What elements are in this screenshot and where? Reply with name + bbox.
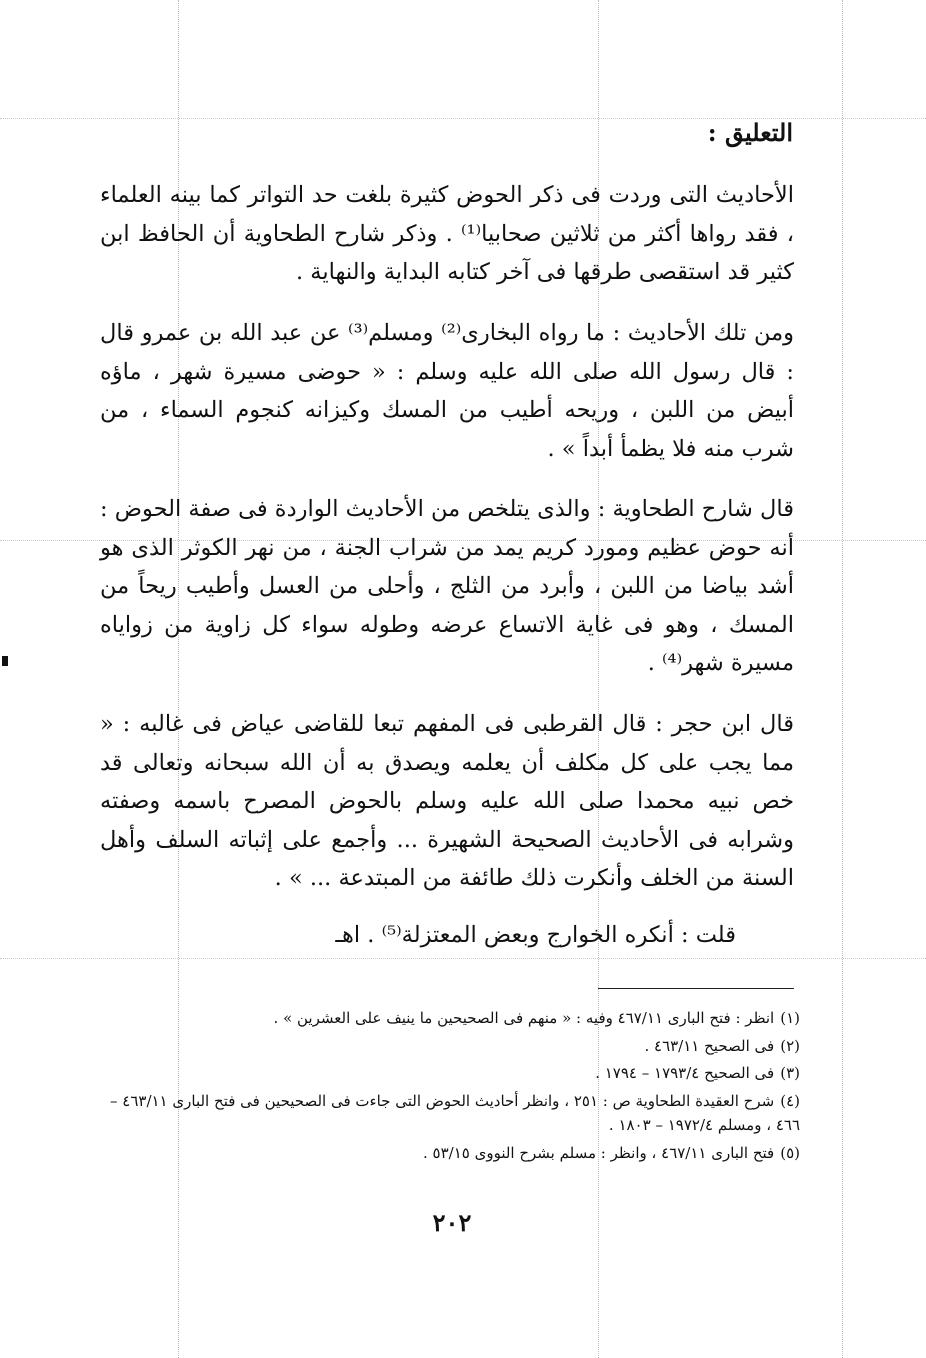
footnote-text: شرح العقيدة الطحاوية ص : ٢٥١ ، وانظر أحاديث الحوض التى جاءت فى الصحيحين فى فتح البارى ٤٦٣/١١ – ٤٦٦ ، ومسلم ١٩٧٢/٤ – ١٨٠٣ . — [110, 1091, 800, 1134]
page-number: ٢٠٢ — [432, 1208, 472, 1237]
footnote-number: (٥) — [780, 1143, 800, 1162]
footnote — [110, 1034, 800, 1059]
footnote-text: فتح البارى ٤٦٧/١١ ، وانظر : مسلم بشرح النووى ٥٣/١٥ . — [422, 1143, 775, 1162]
footnote — [110, 1061, 800, 1086]
body-paragraph: الأحاديث التى وردت فى ذكر الحوض كثيرة بلغت حد التواتر كما بينه العلماء ، فقد رواها أكثر من ثلاثين صحابيا⁽¹⁾ . وذكر شارح الطحاوية أن الحافظ ابن كثير قد استقصى طرقها فى آخر كتابه البداية والنهاية . — [100, 182, 794, 285]
section-heading: التعليق : — [707, 118, 793, 147]
footnote-text: فى الصحيح ١٧٩٣/٤ – ١٧٩٤ . — [595, 1064, 775, 1082]
footnotes — [110, 1006, 800, 1168]
body-paragraph: قلت : أنكره الخوارج وبعض المعتزلة⁽⁵⁾ . اهـ — [335, 922, 736, 948]
footnote-number: (١) — [780, 1009, 800, 1027]
footnote — [110, 1141, 800, 1166]
footnote-number: (٤) — [780, 1091, 800, 1110]
body-paragraph: ومن تلك الأحاديث : ما رواه البخارى⁽²⁾ ومسلم⁽³⁾ عن عبد الله بن عمرو قال : قال رسول الله صلى الله عليه وسلم : « حوضى مسيرة شهر ، ماؤه أبيض من اللبن ، وريحه أطيب من المسك وكيزانه كنجوم السماء ، من شرب منه فلا يظمأ أبداً » . — [100, 320, 795, 462]
body-paragraph: قال ابن حجر : قال القرطبى فى المفهم تبعا للقاضى عياض فى غالبه : « مما يجب على كل مكلف أن يعلمه ويصدق به أن الله سبحانه وتعالى قد خص نبيه محمدا صلى الله عليه وسلم بالحوض المصرح باسمه وصفته وشرابه فى الأحاديث الصحيحة الشهيرة ... وأجمع على إثباته السلف وأهل السنة من الخلف وأنكرت ذلك طائفة من المبتدعة ... » . — [100, 711, 794, 891]
footnote — [110, 1089, 800, 1138]
footnote-number: (٣) — [780, 1064, 800, 1082]
footnote-number: (٢) — [780, 1036, 800, 1055]
footnote-text: فى الصحيح ٤٦٣/١١ . — [644, 1036, 775, 1055]
scan-guide-line — [842, 0, 843, 1358]
footnote-separator — [598, 988, 794, 989]
scan-guide-line — [0, 958, 926, 959]
body-paragraph: قال شارح الطحاوية : والذى يتلخص من الأحاديث الواردة فى صفة الحوض : أنه حوض عظيم ومورد كريم يمد من شراب الجنة ، من نهر الكوثر الذى هو أشد بياضا من اللبن ، وأبرد من الثلج ، وأحلى من العسل وأطيب ريحاً من المسك ، وهو فى غاية الاتساع عرضه وطوله سواء كل زاوية من زواياه مسيرة شهر⁽⁴⁾ . — [100, 496, 794, 676]
footnote-text: انظر : فتح البارى ٤٦٧/١١ وفيه : « منهم فى الصحيحين ما ينيف على العشرين » . — [273, 1009, 775, 1027]
footnote — [110, 1006, 800, 1031]
scan-edge-mark — [2, 656, 8, 666]
